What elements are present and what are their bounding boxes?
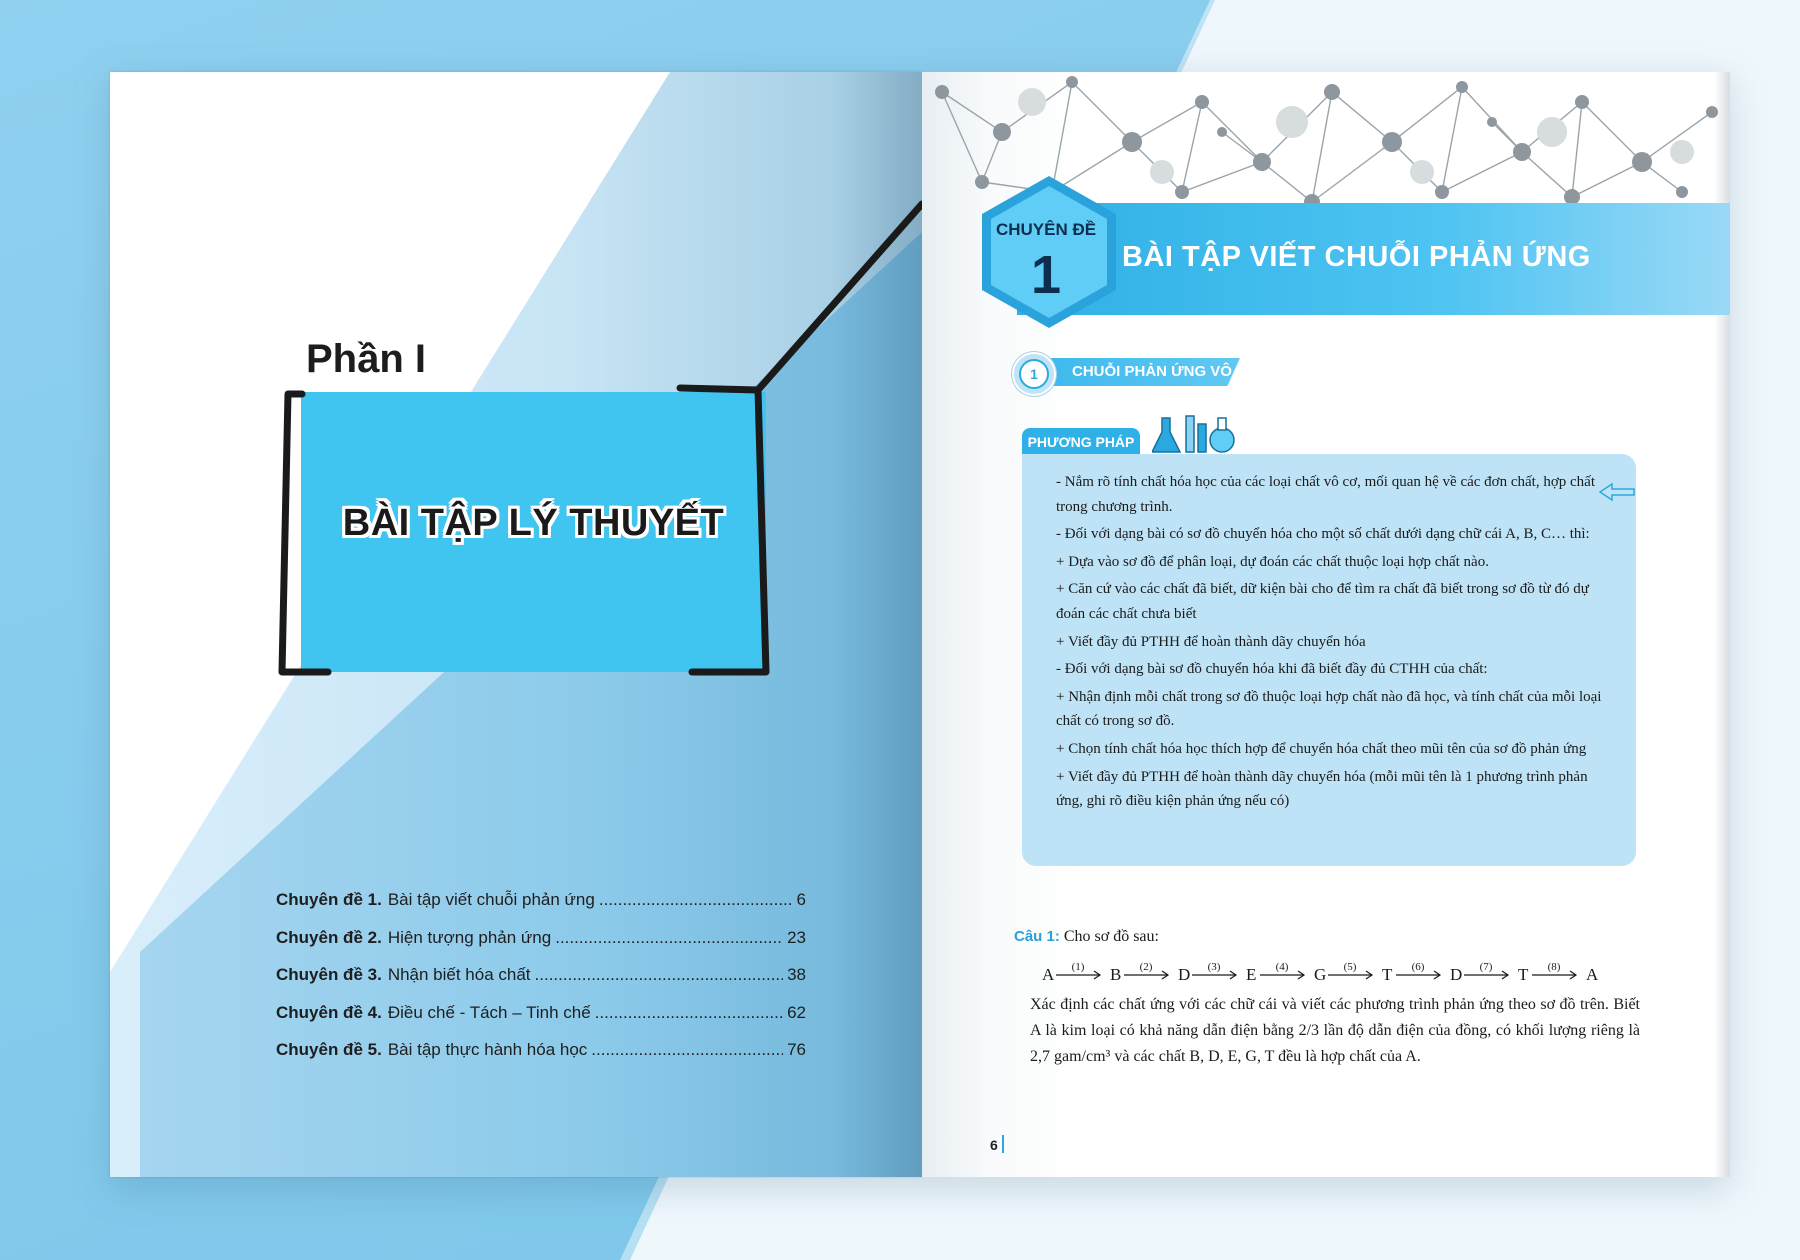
toc-label: Chuyên đề 5.	[276, 1040, 382, 1059]
chain-node: T	[1382, 965, 1393, 984]
toc-label: Chuyên đề 3.	[276, 965, 382, 984]
right-page	[922, 72, 1730, 1177]
toc-label: Chuyên đề 1.	[276, 890, 382, 909]
lab-flask-icon	[1152, 410, 1236, 458]
toc-page: 23	[787, 927, 806, 947]
chapter-number: 1	[1030, 245, 1062, 305]
toc-page: 62	[787, 1002, 806, 1022]
toc-leader	[599, 890, 793, 910]
chain-step-label: (1)	[1071, 961, 1085, 973]
chain-node: T	[1518, 965, 1529, 984]
method-content	[1056, 470, 1616, 814]
chain-node: E	[1246, 965, 1257, 984]
subsection-number: 1	[1019, 359, 1049, 389]
chain-node: G	[1314, 965, 1327, 984]
section-title: BÀI TẬP LÝ THUYẾT	[342, 502, 725, 544]
question-heading	[1014, 928, 1644, 946]
toc-title: Nhận biết hóa chất	[387, 965, 531, 984]
question-label: Câu 1:	[1014, 928, 1060, 945]
part-label: Phần I	[306, 337, 427, 381]
chain-step-label: (4)	[1275, 961, 1289, 973]
toc-leader	[595, 1003, 783, 1023]
method-line: + Viết đầy đủ PTHH để hoàn thành dãy chuyển hóa	[1056, 633, 1366, 650]
method-line: + Nhận định mỗi chất trong sơ đồ thuộc loại hợp chất nào đã học, và tính chất của mỗi loại chất có trong sơ đồ.	[1056, 688, 1602, 730]
toc-leader	[591, 1040, 783, 1060]
toc-row[interactable]	[276, 1003, 806, 1041]
page-number: 6	[990, 1137, 998, 1153]
question-text: Xác định các chất ứng với các chữ cái và viết các phương trình phản ứng theo sơ đồ trên. Biết A là kim loại có khả năng dẫn điện bằng 2/3 lần độ dẫn điện của đồng, có khối lượng riêng là 2,7 gam/cm³ và các chất B, D, E, G, T đều là hợp chất của A.	[1030, 996, 1640, 1065]
toc-row[interactable]	[276, 890, 806, 928]
chain-step-label: (8)	[1547, 961, 1561, 973]
chain-step-label: (7)	[1479, 961, 1493, 973]
toc-title: Bài tập thực hành hóa học	[387, 1040, 588, 1059]
toc-page: 76	[787, 1040, 806, 1059]
subsection-title: CHUỖI PHẢN ỨNG VÔ CƠ	[1072, 363, 1260, 380]
method-line: + Chọn tính chất hóa học thích hợp để chuyển hóa chất theo mũi tên của sơ đồ phản ứng	[1056, 740, 1587, 757]
method-line: + Dựa vào sơ đồ để phân loại, dự đoán các chất thuộc loại hợp chất nào.	[1056, 553, 1489, 570]
method-line: - Đối với dạng bài có sơ đồ chuyển hóa cho một số chất dưới dạng chữ cái A, B, C… thì:	[1056, 526, 1590, 543]
chain-step-label: (2)	[1139, 961, 1153, 973]
chain-step-label: (5)	[1343, 961, 1357, 973]
toc-leader	[535, 965, 784, 985]
toc-title: Hiện tượng phản ứng	[387, 927, 552, 947]
chain-node: D	[1178, 965, 1191, 984]
toc-row[interactable]	[276, 928, 806, 966]
page-number-bar	[1002, 1135, 1004, 1153]
chapter-label: CHUYÊN ĐỀ	[995, 220, 1097, 239]
left-page	[110, 72, 922, 1177]
chain-node: B	[1110, 965, 1122, 984]
toc-title: Bài tập viết chuỗi phản ứng	[387, 890, 595, 909]
toc-page: 38	[787, 965, 806, 984]
question-intro: Cho sơ đồ sau:	[1063, 928, 1159, 945]
toc-row[interactable]	[276, 1040, 806, 1078]
chain-node: A	[1586, 965, 1599, 984]
toc-leader	[555, 928, 783, 948]
toc-label: Chuyên đề 4.	[276, 1002, 382, 1022]
method-tab: PHƯƠNG PHÁP	[1022, 428, 1140, 456]
method-line: + Căn cứ vào các chất đã biết, dữ kiện bài cho để tìm ra chất đã biết trong sơ đồ từ đó dự đoán các chất chưa biết	[1056, 581, 1589, 622]
chain-step-label: (3)	[1207, 961, 1221, 973]
method-line: - Nắm rõ tính chất hóa học của các loại chất vô cơ, mối quan hệ về các đơn chất, hợp chất trong chương trình.	[1056, 474, 1595, 515]
method-line: - Đối với dạng bài sơ đồ chuyển hóa khi đã biết đầy đủ CTHH của chất:	[1056, 661, 1488, 678]
method-line: + Viết đầy đủ PTHH để hoàn thành dãy chuyển hóa (mỗi mũi tên là 1 phương trình phản ứng, ghi rõ điều kiện phản ứng nếu có)	[1056, 768, 1588, 810]
chain-node: A	[1042, 965, 1055, 984]
chain-step-label: (6)	[1411, 961, 1425, 973]
toc-page: 6	[796, 890, 806, 909]
table-of-contents	[276, 890, 806, 1078]
chapter-title: BÀI TẬP VIẾT CHUỖI PHẢN ỨNG	[1122, 241, 1591, 273]
toc-title: Điều chế - Tách – Tinh chế	[387, 1002, 591, 1022]
toc-row[interactable]	[276, 965, 806, 1003]
toc-label: Chuyên đề 2.	[276, 927, 382, 947]
reaction-chain-diagram	[1042, 950, 1622, 990]
chain-node: D	[1450, 965, 1463, 984]
